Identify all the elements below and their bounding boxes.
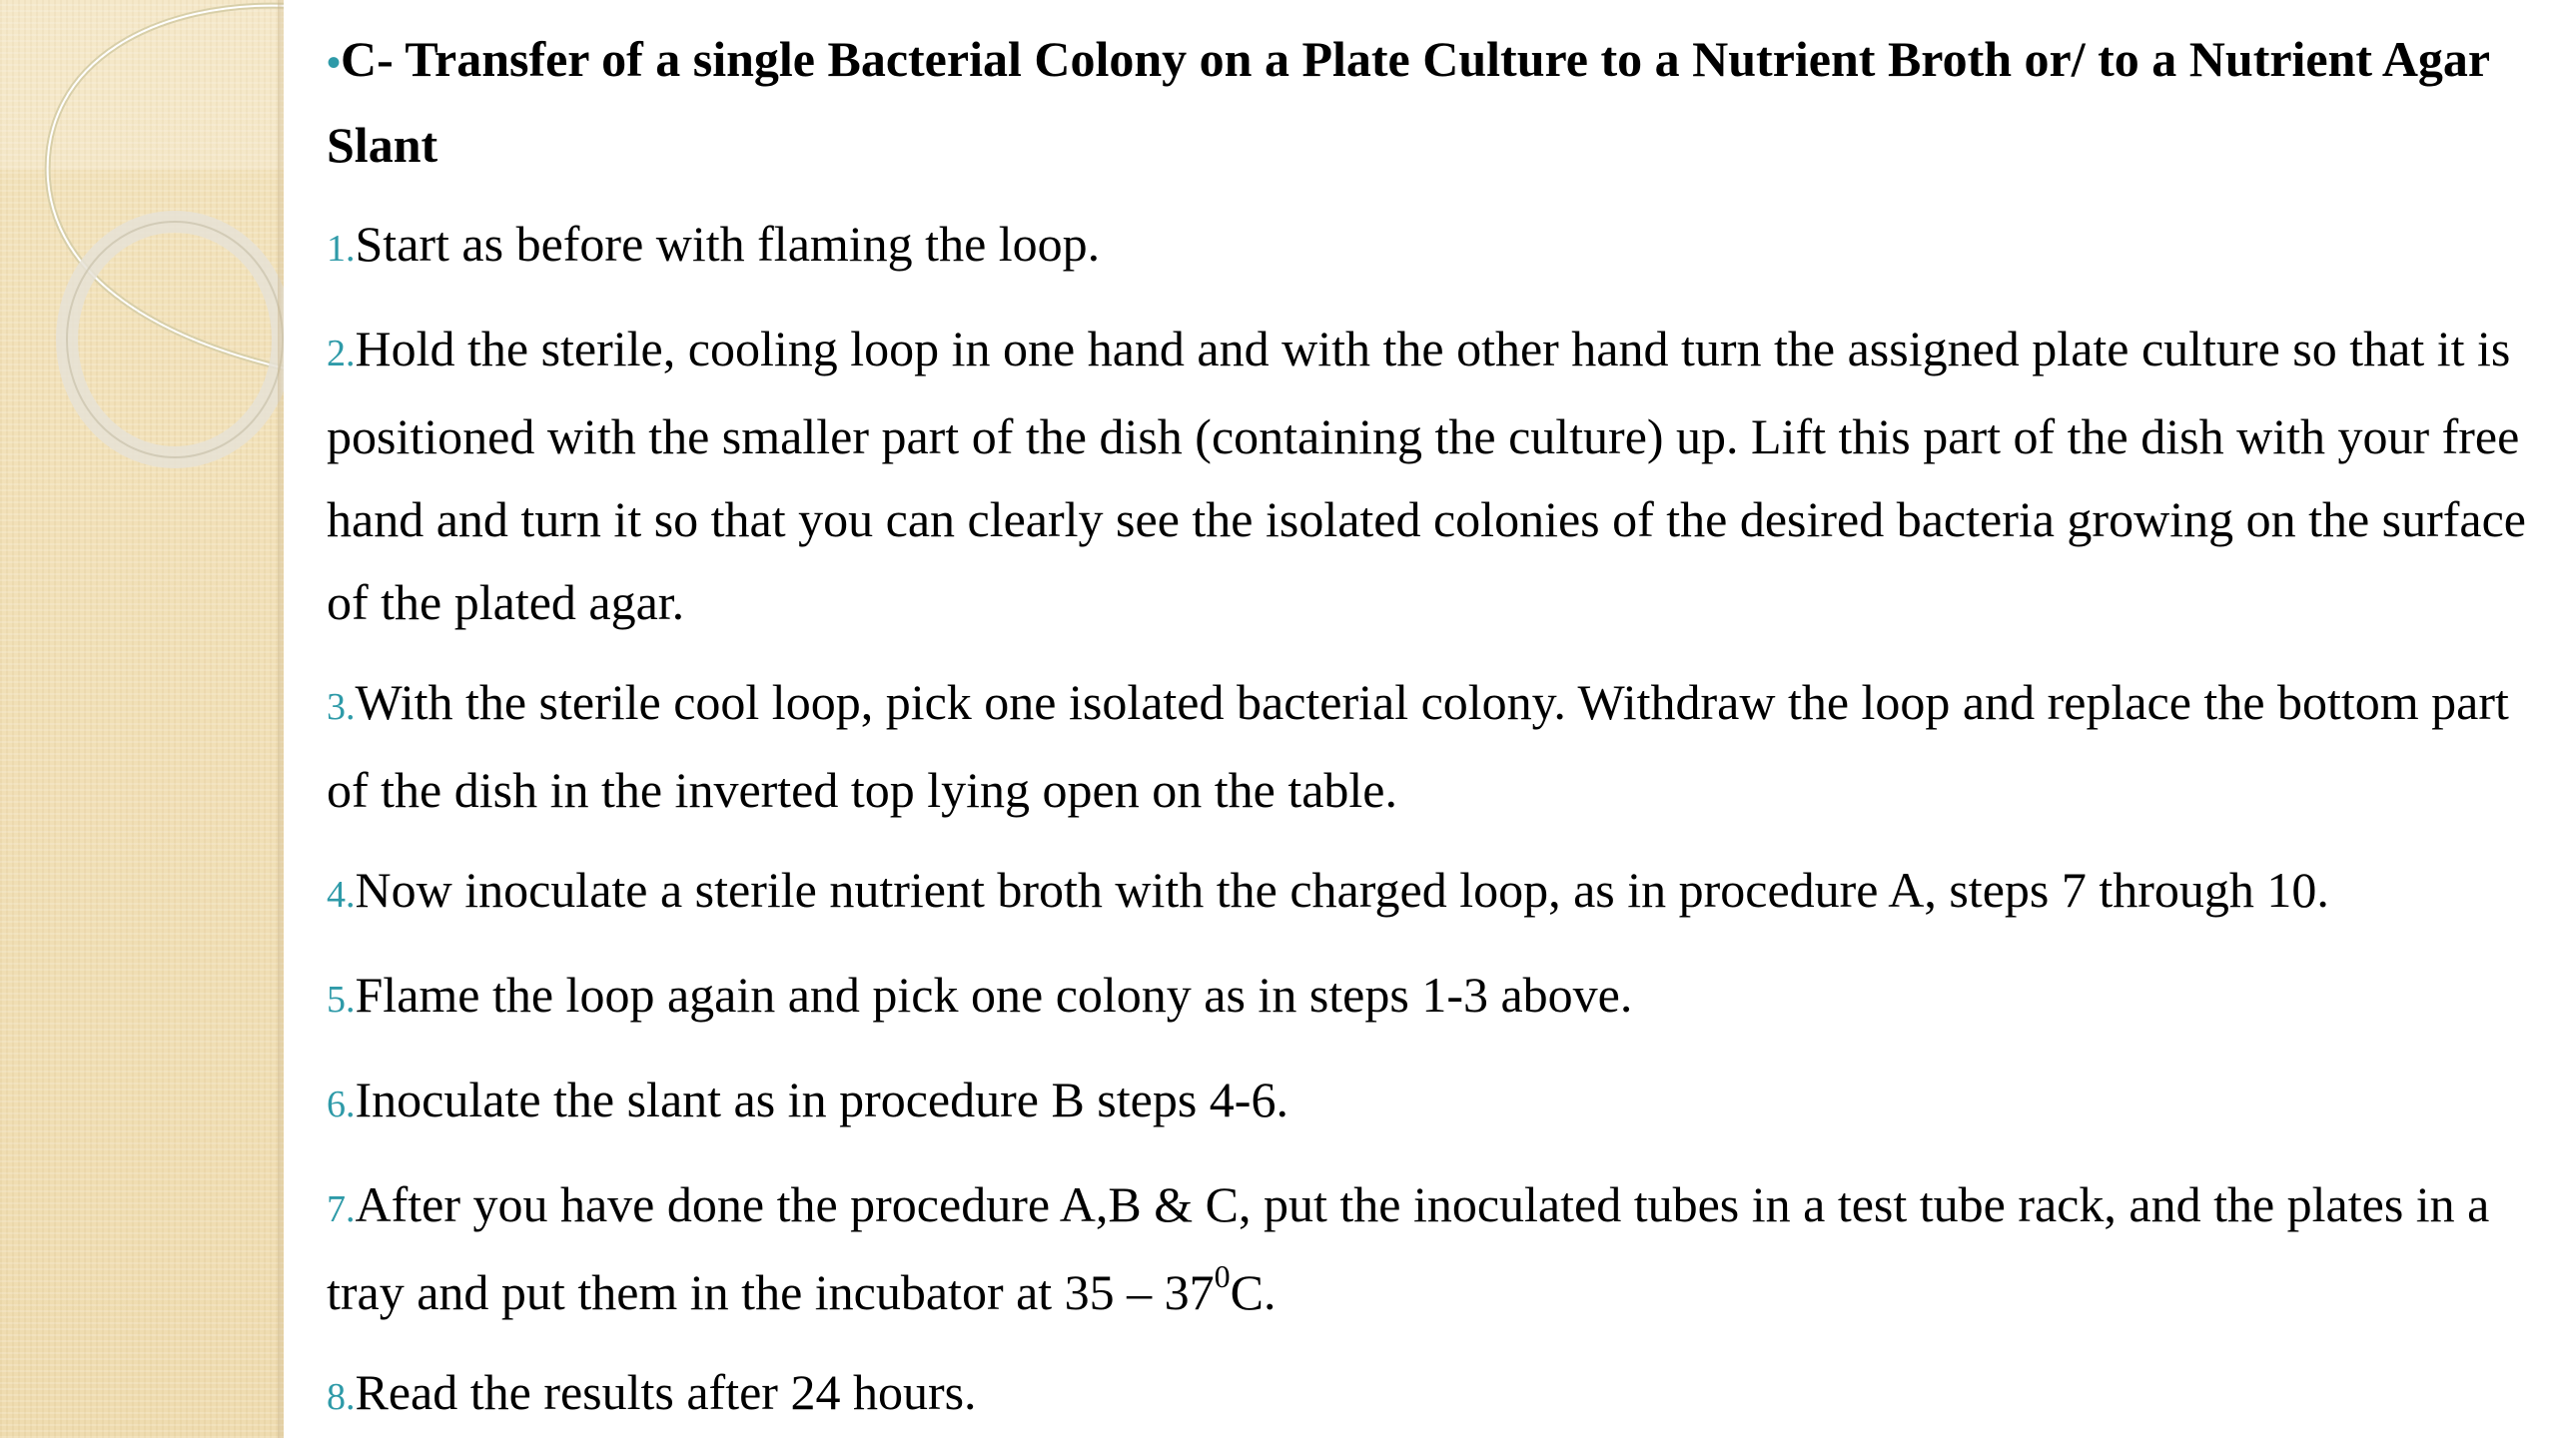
step-number: 1. bbox=[327, 228, 356, 270]
step-number: 4. bbox=[327, 874, 356, 916]
side-panel-edge bbox=[278, 0, 284, 1438]
step-8 bbox=[327, 1351, 2534, 1439]
step-text: With the sterile cool loop, pick one isolated bacterial colony. Withdraw the loop and replace the bottom part of the dish in the inverted top lying open on the table. bbox=[327, 674, 2509, 818]
step-2 bbox=[327, 308, 2534, 644]
step-5 bbox=[327, 954, 2534, 1042]
step-number: 6. bbox=[327, 1084, 356, 1125]
step-text: Now inoculate a sterile nutrient broth with the charged loop, as in procedure A, steps 7 through 10. bbox=[355, 862, 2329, 918]
slide-heading bbox=[327, 18, 2534, 187]
step-1 bbox=[327, 203, 2534, 291]
decorative-side-panel bbox=[0, 0, 284, 1438]
step-3 bbox=[327, 661, 2534, 832]
step-7 bbox=[327, 1163, 2534, 1334]
step-6 bbox=[327, 1059, 2534, 1146]
step-text: Inoculate the slant as in procedure B steps 4-6. bbox=[355, 1072, 1288, 1127]
step-number: 5. bbox=[327, 979, 356, 1021]
step-text: Read the results after 24 hours. bbox=[355, 1364, 977, 1420]
step-number: 7. bbox=[327, 1188, 356, 1230]
heading-bullet: • bbox=[327, 40, 342, 85]
step-number: 2. bbox=[327, 333, 356, 374]
step-text: Flame the loop again and pick one colony as in steps 1-3 above. bbox=[355, 967, 1633, 1023]
step-text: Hold the sterile, cooling loop in one hand and with the other hand turn the assigned plate culture so that it is positioned with the smaller part of the dish (containing the culture) up. Lift this part of the dish with your free hand and turn it so that you can clearly see the isolated colonies of the desired bacteria growing on the surface of the plated agar. bbox=[327, 321, 2527, 630]
step-text-after: C. bbox=[1230, 1264, 1277, 1320]
degree-superscript: 0 bbox=[1214, 1258, 1231, 1295]
step-text: After you have done the procedure A,B & C, put the inoculated tubes in a test tube rack, and the plates in a tray and put them in the incubator at 35 – 37 bbox=[327, 1176, 2490, 1320]
decorative-rings bbox=[0, 0, 284, 499]
step-number: 3. bbox=[327, 686, 356, 728]
step-number: 8. bbox=[327, 1376, 356, 1418]
slide-content bbox=[327, 18, 2534, 1456]
step-text: Start as before with flaming the loop. bbox=[355, 216, 1101, 272]
heading-text: C- Transfer of a single Bacterial Colony on a Plate Culture to a Nutrient Broth or/ to a Nutrient Agar Slant bbox=[327, 31, 2490, 173]
step-4 bbox=[327, 849, 2534, 937]
